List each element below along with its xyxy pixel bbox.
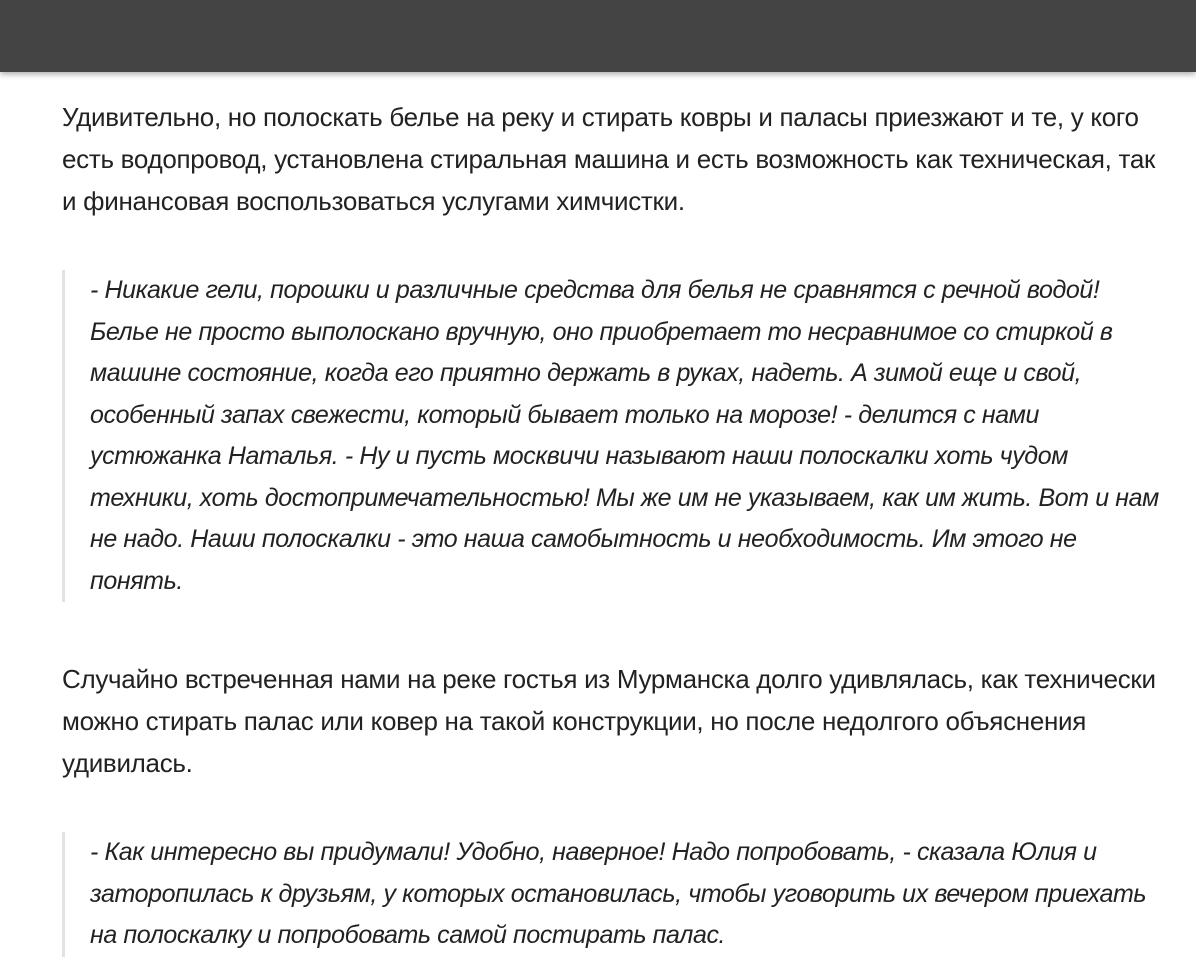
article-quote bbox=[62, 270, 1172, 602]
quote-text: - Никакие гели, порошки и различные средства для белья не сравнятся с речной водой! Белье не просто выполоскано вручную, оно приобретает то несравнимое со стиркой в машине состояние, когда его приятно держать в руках, надеть. А зимой еще и свой, особенный запах свежести, который бывает только на морозе! - делится с нами устюжанка Наталья. - Ну и пусть москвичи называют наши полоскалки хоть чудом техники, хоть достопримечательностью! Мы же им не указываем, как им жить. Вот и нам не надо. Наши полоскалки - это наша самобытность и необходимость. Им этого не понять. bbox=[90, 276, 1159, 595]
article-body bbox=[62, 96, 1172, 957]
article-quote bbox=[62, 832, 1172, 957]
article-paragraph: Случайно встреченная нами на реке гостья из Мурманска долго удивлялась, как технически можно стирать палас или ковер на такой конструкции, но после недолгого объяснения удивилась. bbox=[62, 664, 1156, 778]
quote-text: - Как интересно вы придумали! Удобно, наверное! Надо попробовать, - сказала Юлия и заторопилась к друзьям, у которых остановилась, чтобы уговорить их вечером приехать на полоскалку и попробовать самой постирать палас. bbox=[90, 838, 1147, 949]
top-toolbar bbox=[0, 0, 1196, 72]
article-paragraph: Удивительно, но полоскать белье на реку и стирать ковры и паласы приезжают и те, у кого есть водопровод, установлена стиральная машина и есть возможность как техническая, так и финансовая воспользоваться услугами химчистки. bbox=[62, 102, 1156, 216]
